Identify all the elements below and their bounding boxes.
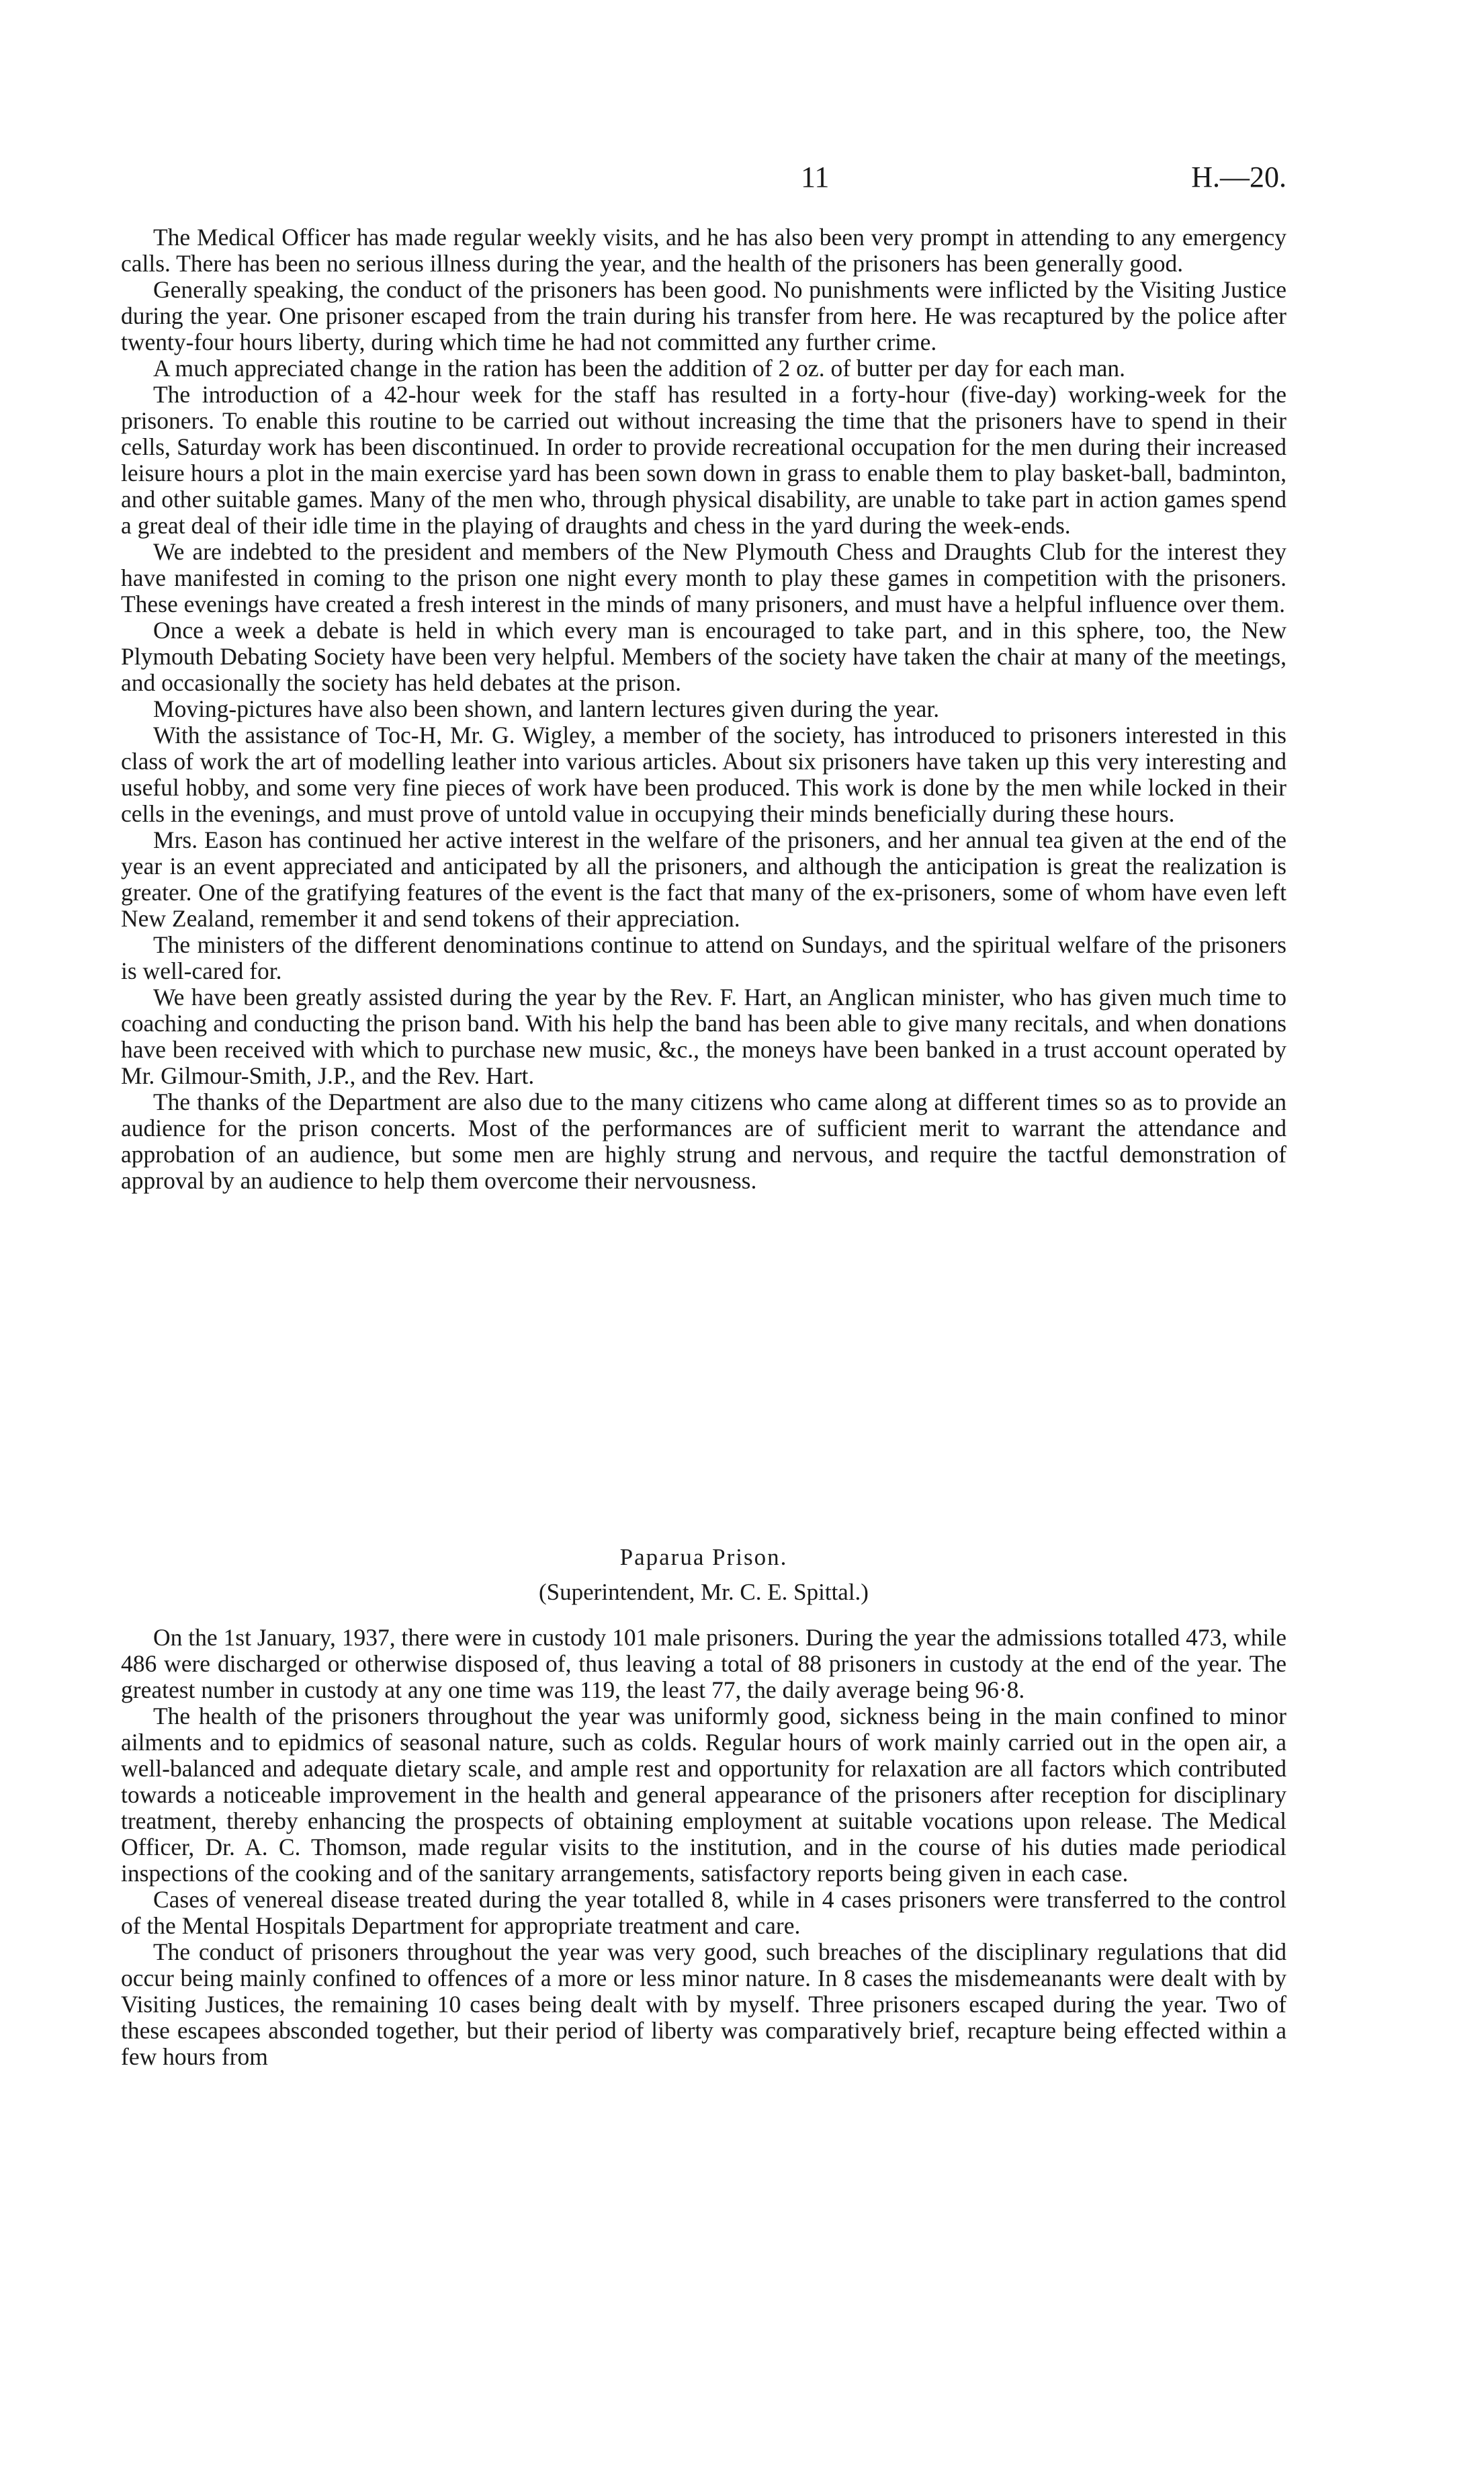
- paragraph: Mrs. Eason has continued her active interest in the welfare of the prisoners, and her annual tea given at the end of the year is an event appreciated and anticipated by all the prisoners, and although the anticipation is great the realization is greater. One of the gratifying features of the event is the fact that many of the ex-prisoners, some of whom have even left New Zealand, remember it and send tokens of their appreciation.: [121, 826, 1286, 932]
- paragraph: Generally speaking, the conduct of the prisoners has been good. No punishments were inflicted by the Visiting Justice during the year. One prisoner escaped from the train during his transfer from here. He was recaptured by the police after twenty-four hours liberty, during which time he had not committed any further crime.: [121, 276, 1286, 355]
- paragraph: The ministers of the different denominations continue to attend on Sundays, and the spiritual welfare of the prisoners is well-cared for.: [121, 931, 1286, 984]
- body-bottom: [121, 1625, 1286, 2070]
- paragraph: The Medical Officer has made regular weekly visits, and he has also been very prompt in attending to any emergency calls. There has been no serious illness during the year, and the health of the prisoners has been generally good.: [121, 224, 1286, 277]
- paragraph: Moving-pictures have also been shown, and lantern lectures given during the year.: [153, 695, 940, 722]
- paragraph: Once a week a debate is held in which every man is encouraged to take part, and in this sphere, too, the New Plymouth Debating Society have been very helpful. Members of the society have taken the chair at many of the meetings, and occasionally the society has held debates at the prison.: [121, 617, 1286, 696]
- paragraph: Cases of venereal disease treated during the year totalled 8, while in 4 cases prisoners were transferred to the control of the Mental Hospitals Department for appropriate treatment and care.: [121, 1886, 1286, 1939]
- document-reference: H.—20.: [1191, 161, 1286, 194]
- paragraph: The introduction of a 42-hour week for the staff has resulted in a forty-hour (five-day) working-week for the prisoners. To enable this routine to be carried out without increasing the time that the prisoners have to spend in their cells, Saturday work has been discontinued. In order to provide recreational occupation for the men during their increased leisure hours a plot in the main exercise yard has been sown down in grass to enable them to play basket-ball, badminton, and other suitable games. Many of the men who, through physical disability, are unable to take part in action games spend a great deal of their idle time in the playing of draughts and chess in the yard during the week-ends.: [121, 381, 1286, 539]
- page-number: 11: [801, 161, 830, 194]
- body-top: [121, 224, 1286, 1194]
- section-subtitle: (Superintendent, Mr. C. E. Spittal.): [539, 1579, 869, 1605]
- paragraph: The conduct of prisoners throughout the year was very good, such breaches of the disciplinary regulations that did occur being mainly confined to offences of a more or less minor nature. In 8 cases the misdemeanants were dealt with by Visiting Justices, the remaining 10 cases being dealt with by myself. Three prisoners escaped during the year. Two of these escapees absconded together, but their period of liberty was comparatively brief, recapture being effected within a few hours from: [121, 1938, 1286, 2070]
- paragraph: With the assistance of Toc-H, Mr. G. Wigley, a member of the society, has introduced to prisoners interested in this class of work the art of modelling leather into various articles. About six prisoners have taken up this very interesting and useful hobby, and some very fine pieces of work have been produced. This work is done by the men while locked in their cells in the evenings, and must prove of untold value in occupying their minds beneficially during these hours.: [121, 722, 1286, 827]
- paragraph: The health of the prisoners throughout the year was uniformly good, sickness being in the main confined to minor ailments and to epidmics of seasonal nature, such as colds. Regular hours of work mainly carried out in the open air, a well-balanced and adequate dietary scale, and ample rest and opportunity for relaxation are all factors which contributed towards a noticeable improvement in the health and general appearance of the prisoners after reception for disciplinary treatment, thereby enhancing the prospects of obtaining employment at suitable vocations upon release. The Medical Officer, Dr. A. C. Thomson, made regular visits to the institution, and in the course of his duties made periodical inspections of the cooking and of the sanitary arrangements, satisfactory reports being given in each case.: [121, 1703, 1286, 1887]
- paragraph: The thanks of the Department are also due to the many citizens who came along at different times so as to provide an audience for the prison concerts. Most of the performances are of sufficient merit to warrant the attendance and approbation of an audience, but some men are highly strung and nervous, and require the tactful demonstration of approval by an audience to help them overcome their nervousness.: [121, 1088, 1286, 1194]
- paragraph: A much appreciated change in the ration has been the addition of 2 oz. of butter per day for each man.: [153, 355, 1126, 382]
- paragraph: On the 1st January, 1937, there were in custody 101 male prisoners. During the year the admissions totalled 473, while 486 were discharged or otherwise disposed of, thus leaving a total of 88 prisoners in custody at the end of the year. The greatest number in custody at any one time was 119, the least 77, the daily average being 96·8.: [121, 1624, 1286, 1703]
- paragraph: We are indebted to the president and members of the New Plymouth Chess and Draughts Club for the interest they have manifested in coming to the prison one night every month to play these games in competition with the prisoners. These evenings have created a fresh interest in the minds of many prisoners, and must have a helpful influence over them.: [121, 538, 1286, 617]
- paragraph: We have been greatly assisted during the year by the Rev. F. Hart, an Anglican minister, who has given much time to coaching and conducting the prison band. With his help the band has been able to give many recitals, and when donations have been received with which to purchase new music, &c., the moneys have been banked in a trust account operated by Mr. Gilmour-Smith, J.P., and the Rev. Hart.: [121, 984, 1286, 1089]
- page-header: [121, 160, 1286, 200]
- section-title: Paparua Prison.: [619, 1544, 788, 1570]
